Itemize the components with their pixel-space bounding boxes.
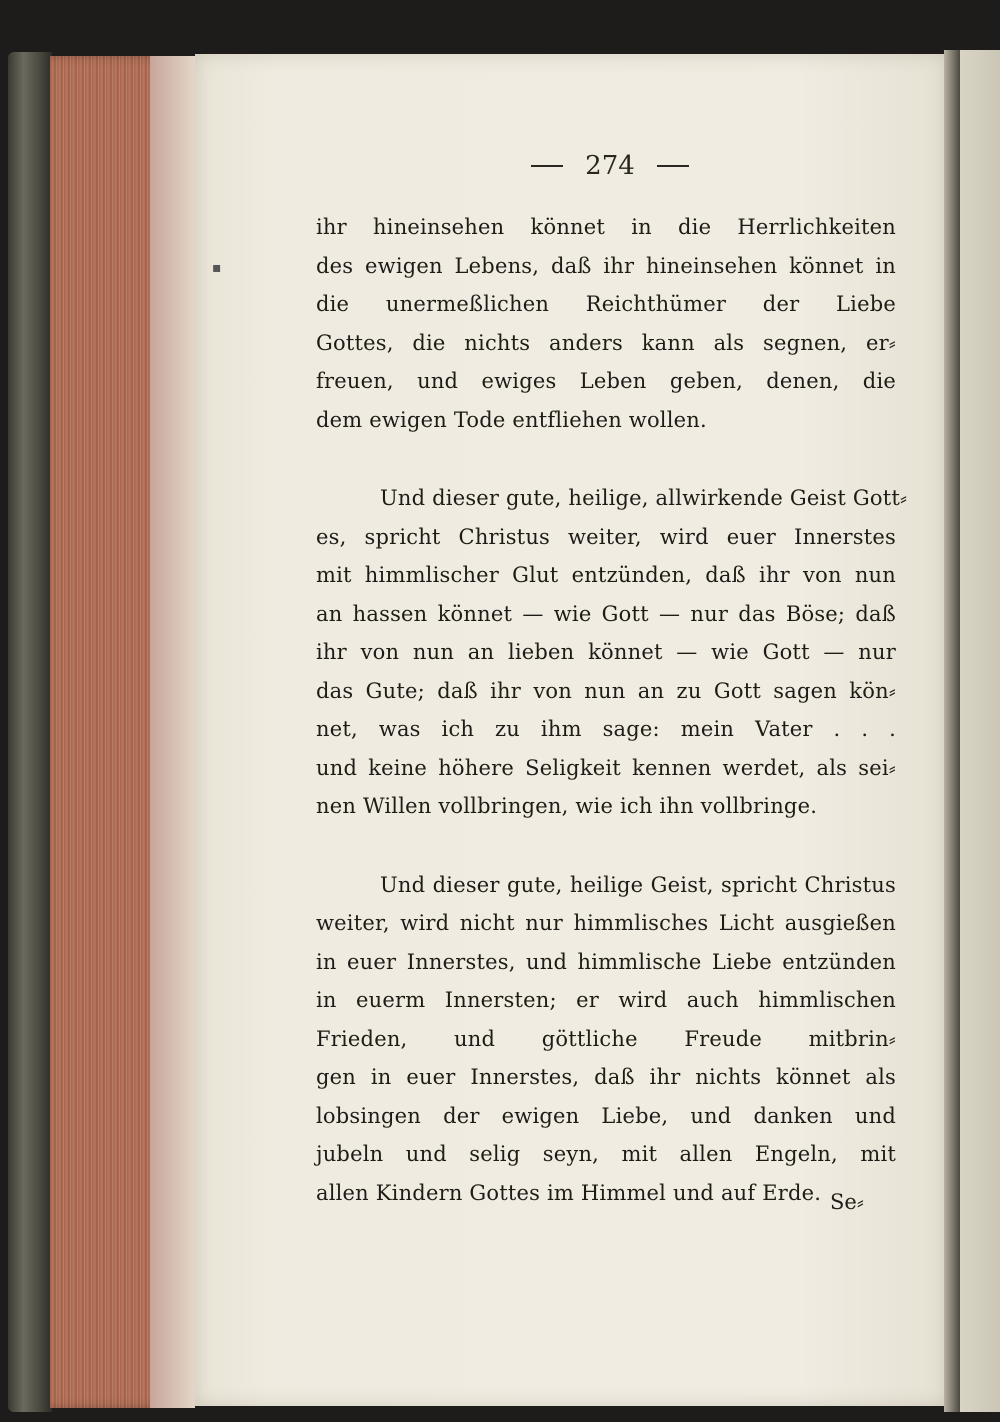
text-line: Und dieser gute, heilige Geist, spricht Christus [380,872,896,897]
text-line: das Gute; daß ihr von nun an zu Gott sagen kön⸗ [316,678,896,703]
paragraph-2 [316,479,908,826]
text-line: dem ewigen Tode entfliehen wollen. [316,407,707,432]
text-line: allen Kindern Gottes im Himmel und auf Erde. [316,1180,822,1205]
text-line: es, spricht Christus weiter, wird euer Innerstes [316,524,896,549]
text-line: weiter, wird nicht nur himmlisches Licht ausgießen [316,911,896,935]
text-line: und keine höhere Seligkeit kennen werdet, als sei⸗ [316,755,896,780]
page-edge-highlight [150,56,195,1408]
text-line: mit himmlischer Glut entzünden, daß ihr von nun [316,563,896,587]
dash-left [531,165,563,167]
page-number: 274 [585,151,635,181]
paragraph-3 [316,866,896,1213]
text-line: nen Willen vollbringen, wie ich ihn vollbringe. [316,794,818,818]
text-line: in euer Innerstes, und himmlische Liebe entzünden [316,949,896,974]
catchword: Se⸗ [830,1190,864,1214]
running-head [520,148,700,184]
text-line: ihr von nun an lieben könnet — wie Gott — nur [316,640,896,664]
text-line: Und dieser gute, heilige, allwirkende Geist Gott⸗ [380,486,908,510]
text-line: an hassen könnet — wie Gott — nur das Böse; daß [316,601,896,626]
text-line: in euerm Innersten; er wird auch himmlischen [316,988,896,1012]
facing-page-edge [960,50,1000,1412]
text-line: gen in euer Innerstes, daß ihr nichts könnet als [316,1065,896,1089]
book-cover-edge [8,52,52,1412]
text-line: ihr hineinsehen könnet in die Herrlichkeiten [316,215,896,239]
text-line: lobsingen der ewigen Liebe, und danken und [316,1103,896,1128]
paragraph-1 [316,208,896,439]
dash-right [657,165,689,167]
margin-mark: ▪ [212,260,222,276]
text-line: net, was ich zu ihm sage: mein Vater . . . [316,717,896,741]
page-text [316,208,908,1252]
text-line: die unermeßlichen Reichthümer der Liebe [316,292,896,316]
text-line: des ewigen Lebens, daß ihr hineinsehen könnet in [316,253,896,278]
text-line: Gottes, die nichts anders kann als segnen, er⸗ [316,330,896,355]
text-line: Frieden, und göttliche Freude mitbrin⸗ [316,1026,896,1051]
text-line: freuen, und ewiges Leben geben, denen, die [316,369,896,393]
text-line: jubeln und selig seyn, mit allen Engeln, mit [316,1142,896,1166]
